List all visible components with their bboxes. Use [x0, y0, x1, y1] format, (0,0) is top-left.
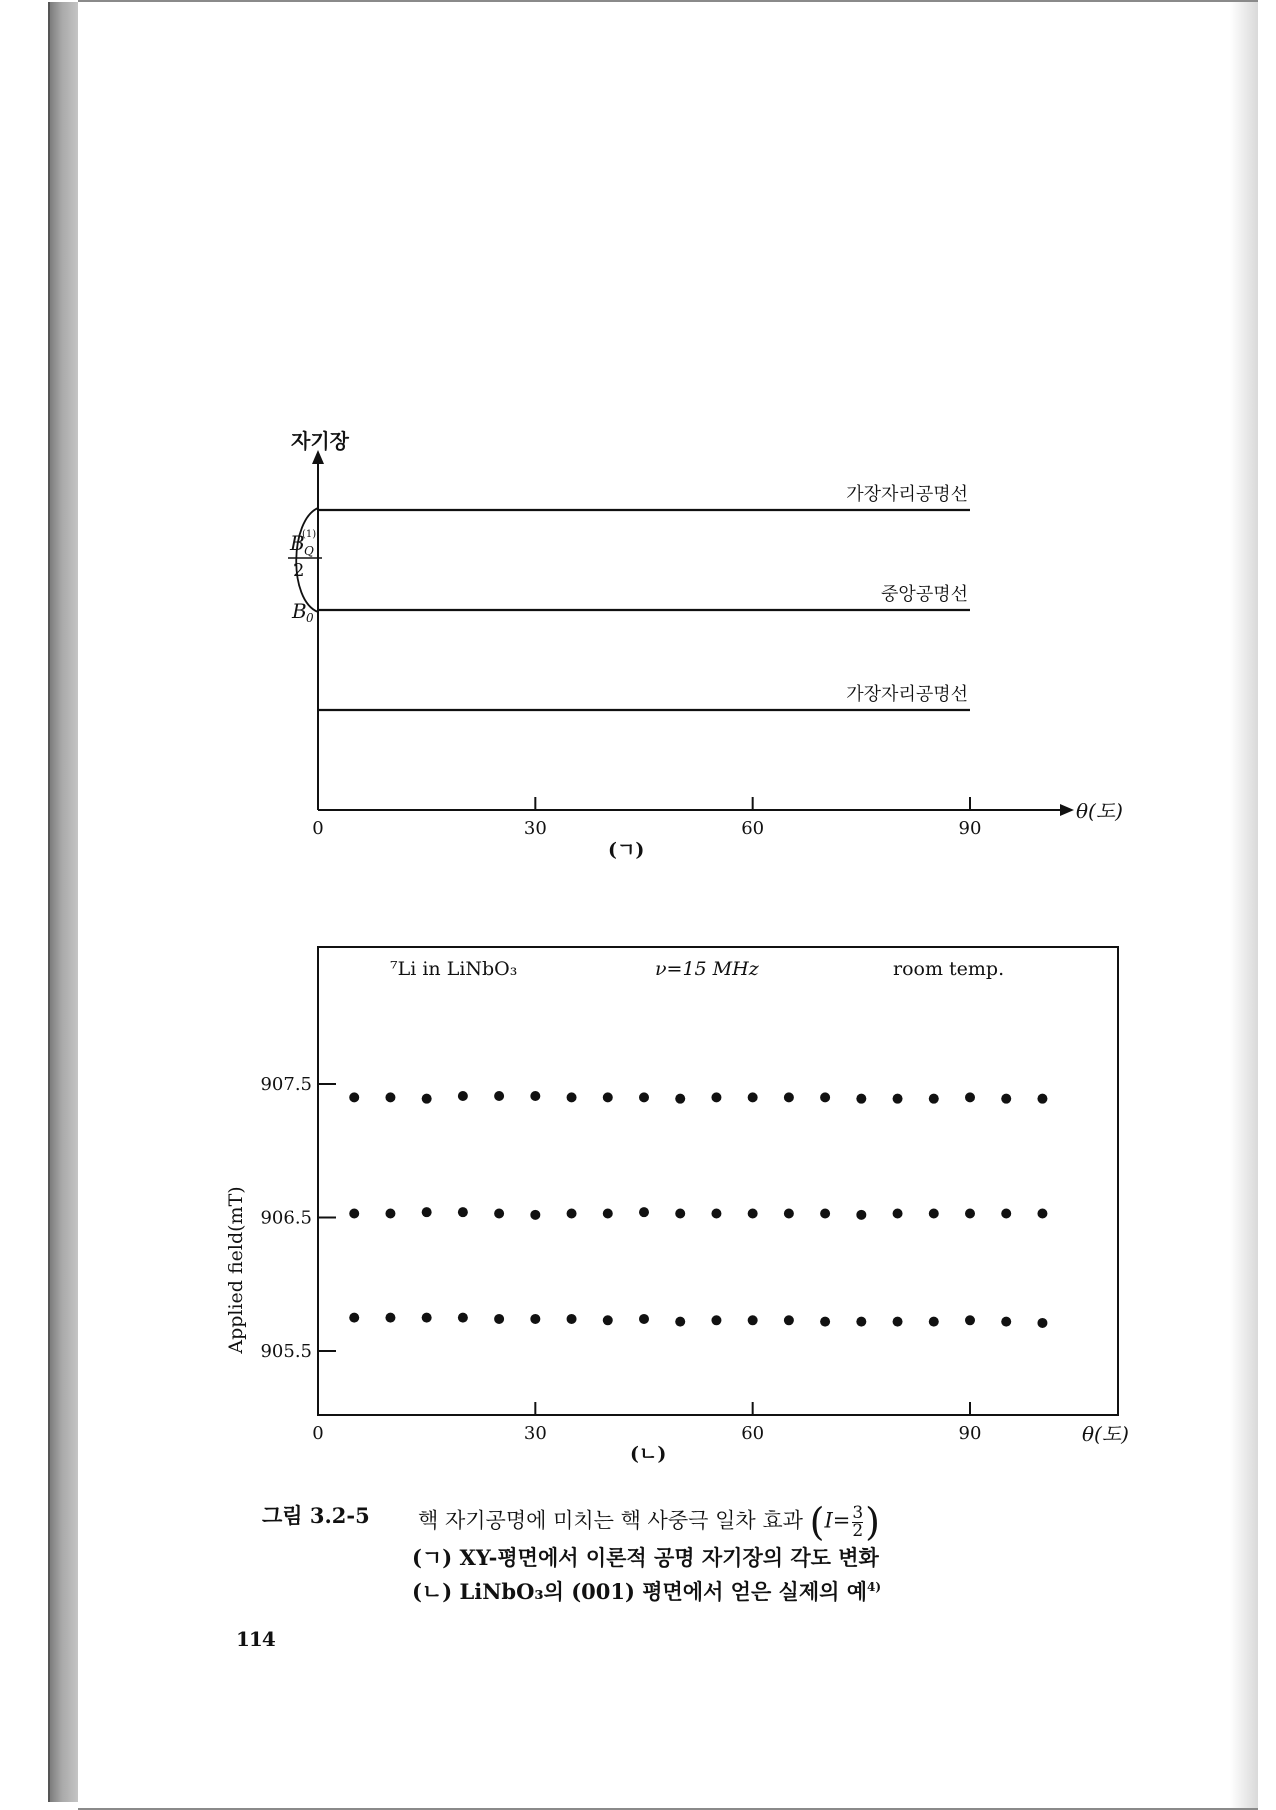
fig-b-data-point-s1-7: [603, 1208, 613, 1218]
fig-b-data-point-s1-0: [349, 1208, 359, 1218]
page-number: 114: [236, 1627, 275, 1651]
fig-b-data-point-s2-15: [893, 1317, 903, 1327]
fig-b-annotation-isotope: ⁷Li in LiNbO₃: [390, 958, 518, 980]
fig-b-data-point-s0-4: [494, 1091, 504, 1101]
fig-a-split-denominator: 2: [293, 560, 305, 581]
caption-close-paren: ): [865, 1500, 880, 1544]
caption-line-b-marker: (ㄴ): [412, 1579, 453, 1604]
fig-b-y-tick-label: 907.5: [260, 1074, 312, 1095]
fig-a-x-tick-label: 60: [741, 818, 765, 839]
fig-b-data-point-s0-2: [422, 1094, 432, 1104]
fig-b-data-point-s0-14: [856, 1094, 866, 1104]
fig-b-data-point-s0-6: [567, 1092, 577, 1102]
fig-b-data-point-s1-5: [530, 1210, 540, 1220]
fig-b-data-point-s0-12: [784, 1092, 794, 1102]
fig-a-center-subscript: 0: [306, 611, 314, 625]
fig-b-data-point-s0-1: [385, 1092, 395, 1102]
figure-b-measured-chart: [0, 900, 1276, 1480]
fig-b-data-point-s1-14: [856, 1210, 866, 1220]
fig-a-x-tick-label: 30: [523, 818, 547, 839]
fig-b-plot-frame: [318, 947, 1118, 1415]
fig-b-data-point-s2-4: [494, 1314, 504, 1324]
fig-b-data-point-s2-19: [1037, 1318, 1047, 1328]
fig-a-x-axis-arrow: [1060, 804, 1074, 816]
fig-b-x-axis-label: θ(도): [1082, 1422, 1129, 1446]
figure-a-theoretical-chart: [0, 0, 1276, 880]
fig-b-data-point-s0-8: [639, 1092, 649, 1102]
fig-b-data-point-s2-1: [385, 1313, 395, 1323]
fig-b-data-point-s2-10: [711, 1315, 721, 1325]
fig-b-data-point-s1-11: [748, 1208, 758, 1218]
fig-b-data-point-s0-11: [748, 1092, 758, 1102]
caption-open-paren: (: [809, 1500, 825, 1544]
fig-b-data-point-s1-6: [567, 1208, 577, 1218]
fig-a-panel-label: (ㄱ): [608, 839, 645, 861]
fig-a-center-label: B: [292, 599, 307, 623]
fig-b-data-point-s1-17: [965, 1208, 975, 1218]
caption-line-a: [412, 1542, 879, 1572]
fig-b-data-point-s1-8: [639, 1207, 649, 1217]
fig-b-annotation-frequency: ν=15 MHz: [655, 958, 759, 980]
fig-b-annotation-temperature: room temp.: [893, 958, 1005, 980]
fig-b-data-point-s1-12: [784, 1208, 794, 1218]
fig-b-x-tick-label: 0: [312, 1423, 324, 1444]
fig-b-data-point-s2-17: [965, 1315, 975, 1325]
fig-b-data-point-s0-5: [530, 1091, 540, 1101]
caption-line-b-text: LiNbO₃의 (001) 평면에서 얻은 실제의 예: [459, 1579, 868, 1604]
caption-formula-fraction: [852, 1502, 864, 1541]
caption-formula-variable: I=: [824, 1508, 851, 1533]
fig-b-data-point-s1-2: [422, 1207, 432, 1217]
fig-b-data-point-s2-6: [567, 1314, 577, 1324]
fig-b-data-point-s2-3: [458, 1313, 468, 1323]
fig-a-split-label: B: [290, 531, 305, 555]
caption-line-a-marker: (ㄱ): [412, 1545, 453, 1570]
fig-a-split-subscript: Q: [304, 544, 314, 558]
fig-b-data-point-s1-10: [711, 1208, 721, 1218]
fig-b-data-point-s2-11: [748, 1315, 758, 1325]
caption-line-b-ref: 4): [867, 1580, 882, 1594]
caption-line-a-text: XY-평면에서 이론적 공명 자기장의 각도 변화: [459, 1545, 879, 1570]
fig-b-data-point-s2-8: [639, 1314, 649, 1324]
fig-b-data-point-s2-14: [856, 1317, 866, 1327]
fig-b-data-point-s1-9: [675, 1208, 685, 1218]
fig-b-data-point-s0-16: [929, 1094, 939, 1104]
fig-b-data-point-s0-3: [458, 1091, 468, 1101]
fig-a-x-tick-label: 90: [958, 818, 982, 839]
caption-title: 핵 자기공명에 미치는 핵 사중극 일차 효과: [418, 1508, 803, 1533]
fig-b-data-point-s1-1: [385, 1208, 395, 1218]
fig-b-data-point-s2-12: [784, 1315, 794, 1325]
fig-b-data-point-s2-2: [422, 1313, 432, 1323]
fig-b-data-point-s0-19: [1037, 1094, 1047, 1104]
caption-formula-denominator: 2: [852, 1520, 864, 1541]
caption-title-line: [418, 1500, 880, 1544]
fig-b-data-point-s1-13: [820, 1208, 830, 1218]
fig-b-data-point-s2-13: [820, 1317, 830, 1327]
fig-b-data-point-s1-16: [929, 1208, 939, 1218]
fig-b-data-point-s0-18: [1001, 1094, 1011, 1104]
fig-a-series-label-1: 중앙공명선: [881, 584, 968, 605]
fig-b-data-point-s0-10: [711, 1092, 721, 1102]
fig-a-split-superscript: (1): [302, 529, 317, 540]
fig-b-panel-label: (ㄴ): [630, 1443, 667, 1465]
fig-b-data-point-s0-0: [349, 1092, 359, 1102]
fig-b-y-tick-label: 906.5: [260, 1207, 312, 1229]
fig-b-data-point-s0-15: [893, 1094, 903, 1104]
fig-b-data-point-s1-3: [458, 1207, 468, 1217]
fig-b-data-point-s2-5: [530, 1314, 540, 1324]
fig-b-data-point-s2-0: [349, 1313, 359, 1323]
caption-line-b: [412, 1576, 881, 1606]
caption-formula-numerator: 3: [852, 1502, 864, 1523]
fig-b-data-point-s2-18: [1001, 1317, 1011, 1327]
fig-a-y-axis-title: 자기장: [291, 429, 349, 453]
fig-b-data-point-s1-15: [893, 1208, 903, 1218]
caption-figure-number: 그림 3.2-5: [262, 1503, 370, 1528]
fig-b-data-point-s1-18: [1001, 1208, 1011, 1218]
fig-a-series-label-0: 가장자리공명선: [846, 484, 968, 505]
fig-b-data-point-s0-13: [820, 1092, 830, 1102]
fig-a-series-label-2: 가장자리공명선: [846, 684, 968, 705]
fig-b-x-tick-label: 60: [741, 1423, 765, 1444]
fig-b-x-tick-label: 30: [523, 1423, 547, 1444]
fig-b-data-point-s2-16: [929, 1317, 939, 1327]
fig-b-data-point-s2-9: [675, 1317, 685, 1327]
fig-b-data-point-s0-17: [965, 1092, 975, 1102]
fig-b-y-axis-label: Applied field(mT): [225, 1186, 247, 1354]
fig-b-data-point-s0-9: [675, 1094, 685, 1104]
fig-a-x-axis-label: θ(도): [1076, 799, 1123, 823]
fig-b-y-tick-label: 905.5: [260, 1341, 312, 1362]
fig-b-data-point-s1-19: [1037, 1208, 1047, 1218]
fig-b-x-tick-label: 90: [958, 1423, 982, 1444]
fig-b-data-point-s1-4: [494, 1208, 504, 1218]
fig-b-data-point-s0-7: [603, 1092, 613, 1102]
fig-a-x-tick-label: 0: [312, 818, 324, 839]
fig-b-data-point-s2-7: [603, 1315, 613, 1325]
